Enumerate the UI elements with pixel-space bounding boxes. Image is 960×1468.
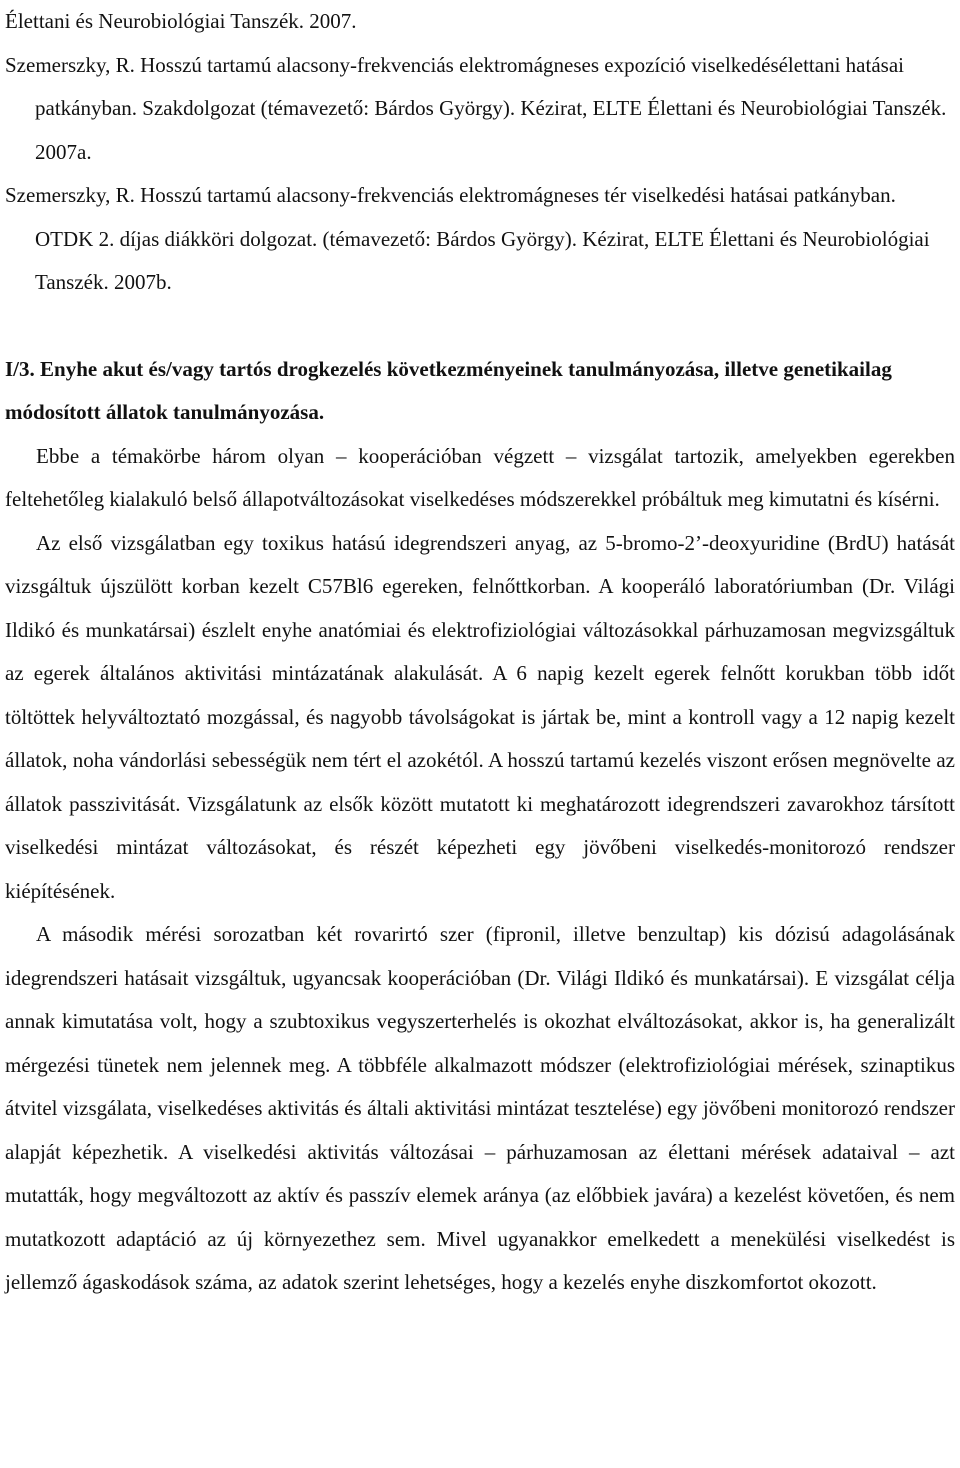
section-heading: I/3. Enyhe akut és/vagy tartós drogkezelés következményeinek tanulmányozása, illetve genetikailag módosított állatok tanulmányozása.: [5, 356, 892, 424]
reference-entry: Élettani és Neurobiológiai Tanszék. 2007.: [5, 9, 357, 33]
body-paragraph: A második mérési sorozatban két rovarirtó szer (fipronil, illetve benzultap) kis dózisú adagolásának idegrendszeri hatásait vizsgáltuk, ugyancsak kooperációban (Dr. Világi Ildikó és munkatársai). E vizsgálat célja annak kimutatása volt, hogy a szubtoxikus vegyszerterhelés is okozhat elváltozásokat, akkor is, ha generalizált mérgezési tünetek nem jelennek meg. A többféle alkalmazott módszer (elektrofiziológiai mérések, szinaptikus átvitel vizsgálata, viselkedéses aktivitás és általi aktivitási mintázat tesztelése) egy jövőbeni monitorozó rendszer alapját képezhetik. A viselkedési aktivitás változásai – párhuzamosan az élettani mérések adataival – azt mutatták, hogy megváltozott az aktív és passzív elemek aránya (az előbbiek javára) a kezelést követően, és nem mutatkozott adaptáció az új környezethez sem. Mivel ugyanakkor emelkedett a menekülési viselkedést is jellemző ágaskodások száma, az adatok szerint lehetséges, hogy a kezelés enyhe diszkomfortot okozott.: [5, 922, 955, 1294]
reference-entry: Szemerszky, R. Hosszú tartamú alacsony-frekvenciás elektromágneses tér viselkedési hatásai patkányban. OTDK 2. díjas diákköri dolgozat. (témavezető: Bárdos György). Kézirat, ELTE Élettani és Neurobiológiai Tanszék. 2007b.: [5, 183, 930, 294]
body-paragraph: Ebbe a témakörbe három olyan – kooperációban végzett – vizsgálat tartozik, amelyekben egerekben feltehetőleg kialakuló belső állapotváltozásokat viselkedéses módszerekkel próbáltuk meg kimutatni és kísérni.: [5, 443, 955, 511]
reference-entry: Szemerszky, R. Hosszú tartamú alacsony-frekvenciás elektromágneses expozíció viselkedésélettani hatásai patkányban. Szakdolgozat (témavezető: Bárdos György). Kézirat, ELTE Élettani és Neurobiológiai Tanszék. 2007a.: [5, 52, 947, 164]
reference-list: [5, 0, 955, 305]
document-page: [5, 0, 955, 1305]
body-paragraph: Az első vizsgálatban egy toxikus hatású idegrendszeri anyag, az 5-bromo-2’-deoxyuridine (BrdU) hatását vizsgáltuk újszülött korban kezelt C57Bl6 egereken, felnőttkorban. A kooperáló laboratóriumban (Dr. Világi Ildikó és munkatársai) észlelt enyhe anatómiai és elektrofiziológiai változásokkal párhuzamosan megvizsgáltuk az egerek általános aktivitási mintázatának alakulását. A 6 napig kezelt egerek felnőtt korukban több időt töltöttek helyváltoztató mozgással, és nagyobb távolságokat is jártak be, mint a kontroll vagy a 12 napig kezelt állatok, noha vándorlási sebességük nem tért el azokétól. A hosszú tartamú kezelés viszont erősen megnövelte az állatok passzivitását. Vizsgálatunk az elsők között mutatott ki meghatározott idegrendszeri zavarokhoz társított viselkedési mintázat változásokat, és részét képezheti egy jövőbeni viselkedés-monitorozó rendszer kiépítésének.: [5, 530, 955, 903]
